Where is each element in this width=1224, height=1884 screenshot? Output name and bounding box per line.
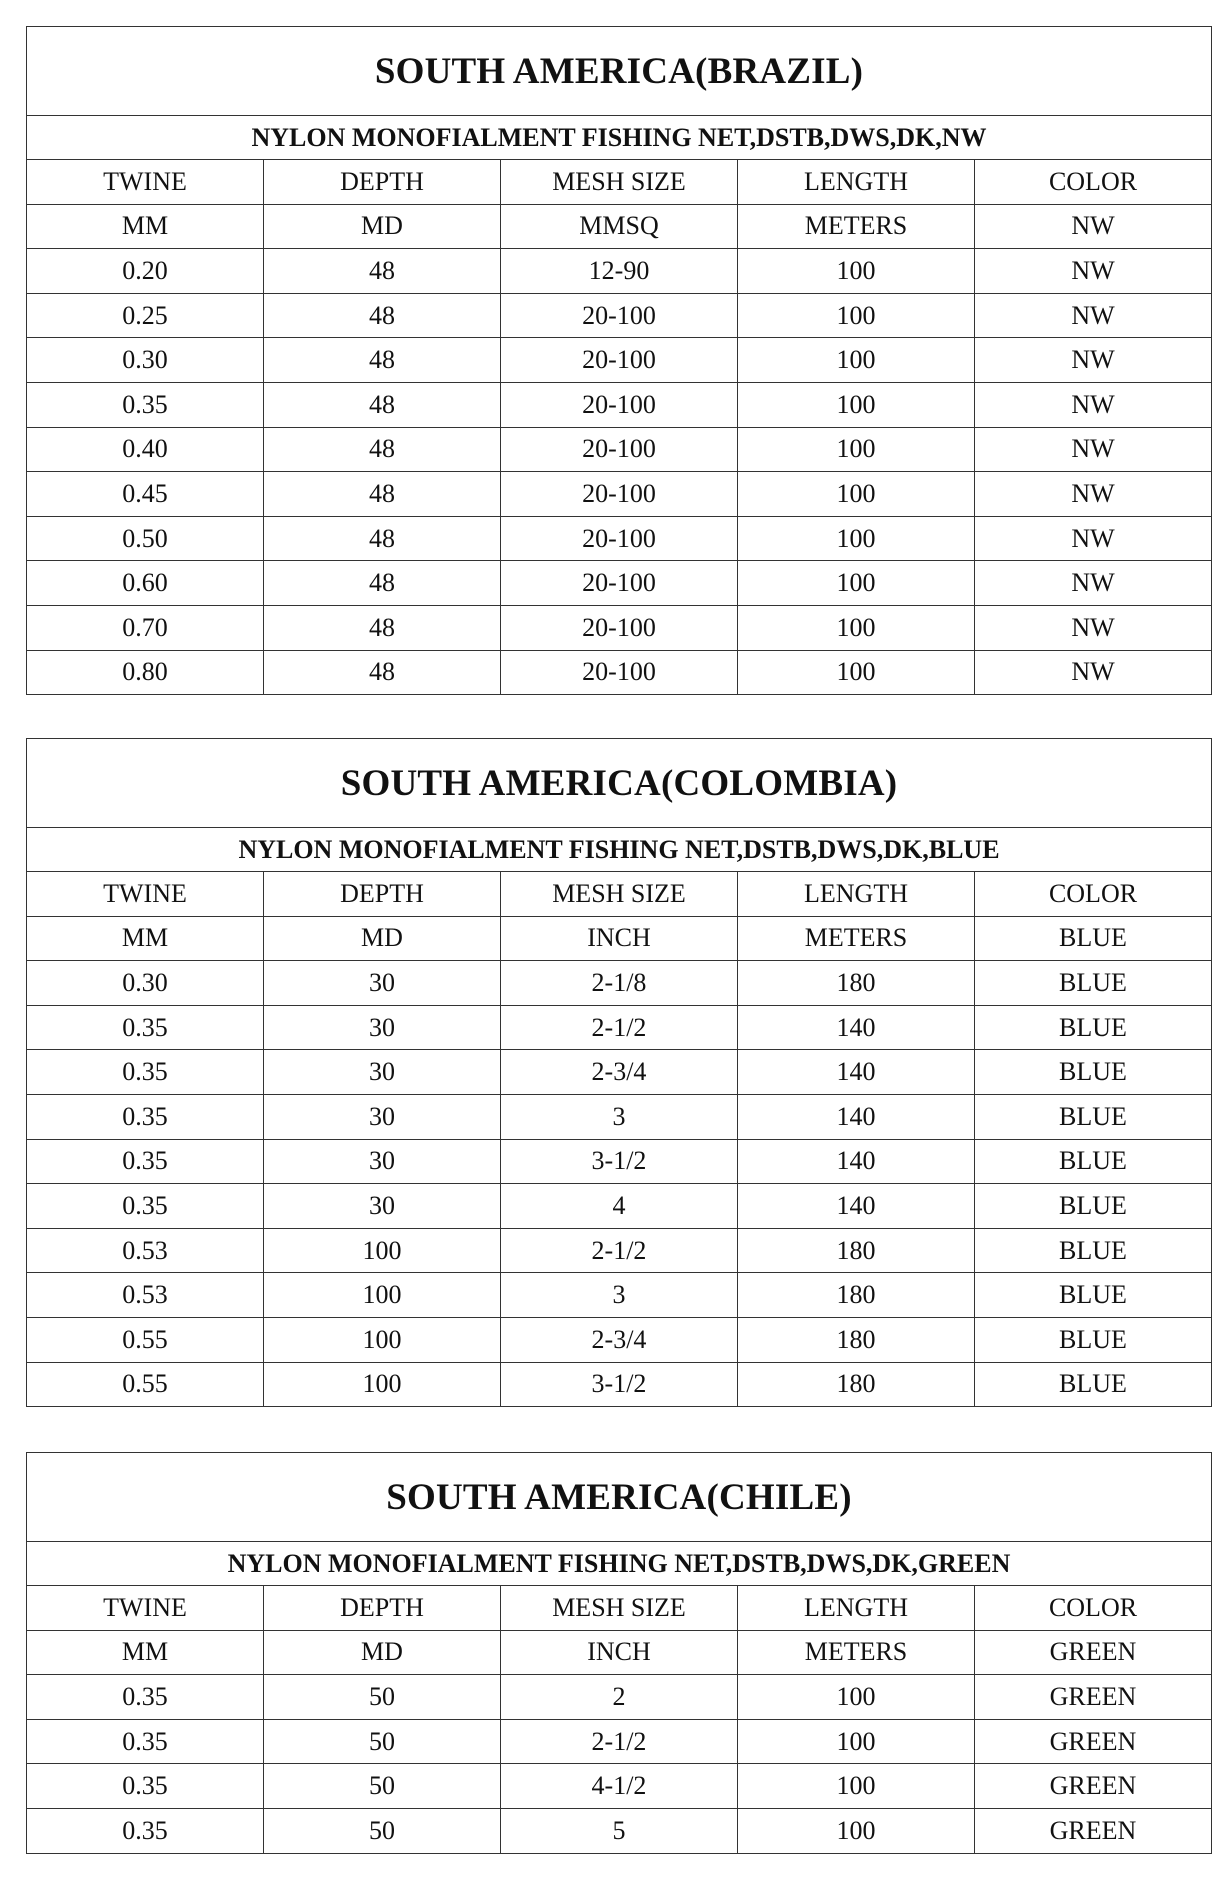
column-unit: MM xyxy=(27,204,264,249)
table-cell: GREEN xyxy=(975,1764,1212,1809)
table-cell: 30 xyxy=(264,961,501,1006)
table-cell: 20-100 xyxy=(501,382,738,427)
table-cell: 180 xyxy=(738,1317,975,1362)
table-cell: 50 xyxy=(264,1719,501,1764)
table-row xyxy=(27,1273,1212,1318)
table-cell: 140 xyxy=(738,1139,975,1184)
table-row xyxy=(27,338,1212,383)
table-cell: 100 xyxy=(738,427,975,472)
column-unit: METERS xyxy=(738,916,975,961)
table-cell: 4 xyxy=(501,1184,738,1229)
table-row xyxy=(27,293,1212,338)
table-title: SOUTH AMERICA(COLOMBIA) xyxy=(27,739,1212,828)
table-cell: 100 xyxy=(738,561,975,606)
table-row xyxy=(27,1094,1212,1139)
table-cell: 0.40 xyxy=(27,427,264,472)
table-cell: 30 xyxy=(264,1139,501,1184)
table-cell: 100 xyxy=(738,516,975,561)
table-cell: 0.70 xyxy=(27,605,264,650)
table-cell: 0.35 xyxy=(27,1184,264,1229)
table-cell: GREEN xyxy=(975,1808,1212,1853)
table-cell: 0.80 xyxy=(27,650,264,695)
table-subtitle: NYLON MONOFIALMENT FISHING NET,DSTB,DWS,DK,GREEN xyxy=(27,1542,1212,1586)
table-cell: 0.35 xyxy=(27,382,264,427)
table-cell: BLUE xyxy=(975,961,1212,1006)
table-cell: 20-100 xyxy=(501,561,738,606)
table-cell: 0.35 xyxy=(27,1139,264,1184)
table-subtitle-row xyxy=(27,828,1212,872)
table-cell: NW xyxy=(975,516,1212,561)
table-cell: 30 xyxy=(264,1005,501,1050)
table-cell: 20-100 xyxy=(501,650,738,695)
table-cell: 100 xyxy=(264,1317,501,1362)
colombia-table-section xyxy=(26,738,1212,1407)
table-cell: 48 xyxy=(264,338,501,383)
table-cell: 20-100 xyxy=(501,472,738,517)
table-cell: 100 xyxy=(264,1273,501,1318)
table-cell: 100 xyxy=(738,1764,975,1809)
column-unit: MMSQ xyxy=(501,204,738,249)
table-cell: BLUE xyxy=(975,1273,1212,1318)
column-unit: MM xyxy=(27,916,264,961)
table-cell: NW xyxy=(975,561,1212,606)
table-title-row xyxy=(27,739,1212,828)
table-row xyxy=(27,1228,1212,1273)
table-cell: NW xyxy=(975,472,1212,517)
table-title-row xyxy=(27,1453,1212,1542)
table-row xyxy=(27,1764,1212,1809)
table-cell: 3-1/2 xyxy=(501,1139,738,1184)
table-cell: 2-1/2 xyxy=(501,1719,738,1764)
table-row xyxy=(27,605,1212,650)
table-cell: BLUE xyxy=(975,1362,1212,1407)
table-cell: 100 xyxy=(738,605,975,650)
table-row xyxy=(27,650,1212,695)
table-cell: 100 xyxy=(264,1228,501,1273)
table-cell: 48 xyxy=(264,516,501,561)
column-header: LENGTH xyxy=(738,872,975,917)
table-cell: 100 xyxy=(738,1719,975,1764)
brazil-table xyxy=(26,26,1212,695)
table-cell: 180 xyxy=(738,1273,975,1318)
column-header-row xyxy=(27,872,1212,917)
table-cell: 0.20 xyxy=(27,249,264,294)
table-cell: 2-1/8 xyxy=(501,961,738,1006)
table-cell: 30 xyxy=(264,1094,501,1139)
table-cell: 0.35 xyxy=(27,1808,264,1853)
table-cell: 48 xyxy=(264,427,501,472)
table-cell: 140 xyxy=(738,1005,975,1050)
table-cell: 180 xyxy=(738,1228,975,1273)
table-row xyxy=(27,1139,1212,1184)
chile-table-section xyxy=(26,1452,1212,1854)
table-cell: NW xyxy=(975,382,1212,427)
table-cell: 3 xyxy=(501,1094,738,1139)
table-cell: 0.55 xyxy=(27,1362,264,1407)
table-cell: 48 xyxy=(264,561,501,606)
table-cell: 0.60 xyxy=(27,561,264,606)
column-header-row xyxy=(27,1586,1212,1631)
table-cell: 20-100 xyxy=(501,605,738,650)
table-cell: NW xyxy=(975,338,1212,383)
table-cell: 20-100 xyxy=(501,293,738,338)
table-cell: 0.35 xyxy=(27,1050,264,1095)
table-cell: 20-100 xyxy=(501,516,738,561)
table-cell: NW xyxy=(975,249,1212,294)
table-row xyxy=(27,1808,1212,1853)
table-row xyxy=(27,1005,1212,1050)
column-header: LENGTH xyxy=(738,1586,975,1631)
table-cell: 2-3/4 xyxy=(501,1050,738,1095)
table-row xyxy=(27,961,1212,1006)
table-cell: 0.53 xyxy=(27,1228,264,1273)
table-row xyxy=(27,382,1212,427)
table-cell: BLUE xyxy=(975,1184,1212,1229)
column-unit: INCH xyxy=(501,1630,738,1675)
table-cell: 48 xyxy=(264,249,501,294)
table-cell: BLUE xyxy=(975,1094,1212,1139)
column-unit: BLUE xyxy=(975,916,1212,961)
table-cell: BLUE xyxy=(975,1317,1212,1362)
table-row xyxy=(27,1184,1212,1229)
table-cell: BLUE xyxy=(975,1005,1212,1050)
table-cell: 140 xyxy=(738,1094,975,1139)
table-cell: 0.55 xyxy=(27,1317,264,1362)
table-cell: 100 xyxy=(738,382,975,427)
column-unit: MM xyxy=(27,1630,264,1675)
table-cell: 180 xyxy=(738,1362,975,1407)
table-cell: 3-1/2 xyxy=(501,1362,738,1407)
table-row xyxy=(27,1050,1212,1095)
table-cell: 100 xyxy=(738,650,975,695)
table-cell: 140 xyxy=(738,1050,975,1095)
table-cell: 2-1/2 xyxy=(501,1005,738,1050)
table-cell: 4-1/2 xyxy=(501,1764,738,1809)
table-cell: 100 xyxy=(264,1362,501,1407)
table-cell: 0.50 xyxy=(27,516,264,561)
column-header: MESH SIZE xyxy=(501,872,738,917)
table-row xyxy=(27,561,1212,606)
unit-row xyxy=(27,204,1212,249)
column-unit: METERS xyxy=(738,204,975,249)
table-cell: NW xyxy=(975,650,1212,695)
table-cell: 48 xyxy=(264,650,501,695)
column-header: DEPTH xyxy=(264,1586,501,1631)
table-cell: NW xyxy=(975,605,1212,650)
table-row xyxy=(27,472,1212,517)
table-subtitle: NYLON MONOFIALMENT FISHING NET,DSTB,DWS,DK,BLUE xyxy=(27,828,1212,872)
table-cell: 30 xyxy=(264,1184,501,1229)
table-cell: 140 xyxy=(738,1184,975,1229)
column-header: DEPTH xyxy=(264,872,501,917)
table-cell: 48 xyxy=(264,605,501,650)
column-header-row xyxy=(27,160,1212,205)
column-header: MESH SIZE xyxy=(501,1586,738,1631)
table-cell: 2 xyxy=(501,1675,738,1720)
table-row xyxy=(27,1362,1212,1407)
table-cell: 0.35 xyxy=(27,1764,264,1809)
column-header: COLOR xyxy=(975,160,1212,205)
column-header: DEPTH xyxy=(264,160,501,205)
table-row xyxy=(27,1317,1212,1362)
column-unit: METERS xyxy=(738,1630,975,1675)
table-cell: 2-1/2 xyxy=(501,1228,738,1273)
table-cell: 0.35 xyxy=(27,1675,264,1720)
table-cell: 0.30 xyxy=(27,961,264,1006)
table-cell: 0.25 xyxy=(27,293,264,338)
table-cell: 20-100 xyxy=(501,427,738,472)
table-cell: 48 xyxy=(264,382,501,427)
column-unit: MD xyxy=(264,916,501,961)
table-cell: 50 xyxy=(264,1808,501,1853)
column-unit: GREEN xyxy=(975,1630,1212,1675)
table-cell: 0.35 xyxy=(27,1094,264,1139)
column-header: COLOR xyxy=(975,872,1212,917)
table-subtitle-row xyxy=(27,1542,1212,1586)
table-cell: NW xyxy=(975,427,1212,472)
column-header: MESH SIZE xyxy=(501,160,738,205)
table-cell: 20-100 xyxy=(501,338,738,383)
table-title: SOUTH AMERICA(CHILE) xyxy=(27,1453,1212,1542)
column-header: TWINE xyxy=(27,160,264,205)
unit-row xyxy=(27,1630,1212,1675)
table-cell: 0.30 xyxy=(27,338,264,383)
column-unit: MD xyxy=(264,204,501,249)
table-cell: 100 xyxy=(738,338,975,383)
table-cell: 100 xyxy=(738,1675,975,1720)
table-cell: NW xyxy=(975,293,1212,338)
table-cell: GREEN xyxy=(975,1719,1212,1764)
table-cell: 180 xyxy=(738,961,975,1006)
table-row xyxy=(27,516,1212,561)
table-cell: 100 xyxy=(738,249,975,294)
table-title: SOUTH AMERICA(BRAZIL) xyxy=(27,27,1212,116)
table-cell: GREEN xyxy=(975,1675,1212,1720)
column-header: COLOR xyxy=(975,1586,1212,1631)
column-unit: MD xyxy=(264,1630,501,1675)
chile-table xyxy=(26,1452,1212,1854)
column-header: LENGTH xyxy=(738,160,975,205)
colombia-table xyxy=(26,738,1212,1407)
table-row xyxy=(27,1675,1212,1720)
column-unit: NW xyxy=(975,204,1212,249)
table-subtitle-row xyxy=(27,116,1212,160)
table-cell: 5 xyxy=(501,1808,738,1853)
table-cell: 0.45 xyxy=(27,472,264,517)
table-cell: BLUE xyxy=(975,1228,1212,1273)
table-cell: BLUE xyxy=(975,1050,1212,1095)
table-cell: 100 xyxy=(738,472,975,517)
table-row xyxy=(27,427,1212,472)
table-cell: 48 xyxy=(264,472,501,517)
table-cell: 2-3/4 xyxy=(501,1317,738,1362)
table-cell: 50 xyxy=(264,1675,501,1720)
brazil-table-section xyxy=(26,26,1212,695)
table-cell: 0.35 xyxy=(27,1005,264,1050)
table-cell: 50 xyxy=(264,1764,501,1809)
table-cell: 100 xyxy=(738,1808,975,1853)
unit-row xyxy=(27,916,1212,961)
table-row xyxy=(27,249,1212,294)
table-cell: 3 xyxy=(501,1273,738,1318)
table-title-row xyxy=(27,27,1212,116)
table-cell: 12-90 xyxy=(501,249,738,294)
table-cell: BLUE xyxy=(975,1139,1212,1184)
table-cell: 0.53 xyxy=(27,1273,264,1318)
table-cell: 0.35 xyxy=(27,1719,264,1764)
table-row xyxy=(27,1719,1212,1764)
table-cell: 30 xyxy=(264,1050,501,1095)
column-header: TWINE xyxy=(27,1586,264,1631)
table-subtitle: NYLON MONOFIALMENT FISHING NET,DSTB,DWS,DK,NW xyxy=(27,116,1212,160)
table-cell: 100 xyxy=(738,293,975,338)
column-header: TWINE xyxy=(27,872,264,917)
table-cell: 48 xyxy=(264,293,501,338)
column-unit: INCH xyxy=(501,916,738,961)
